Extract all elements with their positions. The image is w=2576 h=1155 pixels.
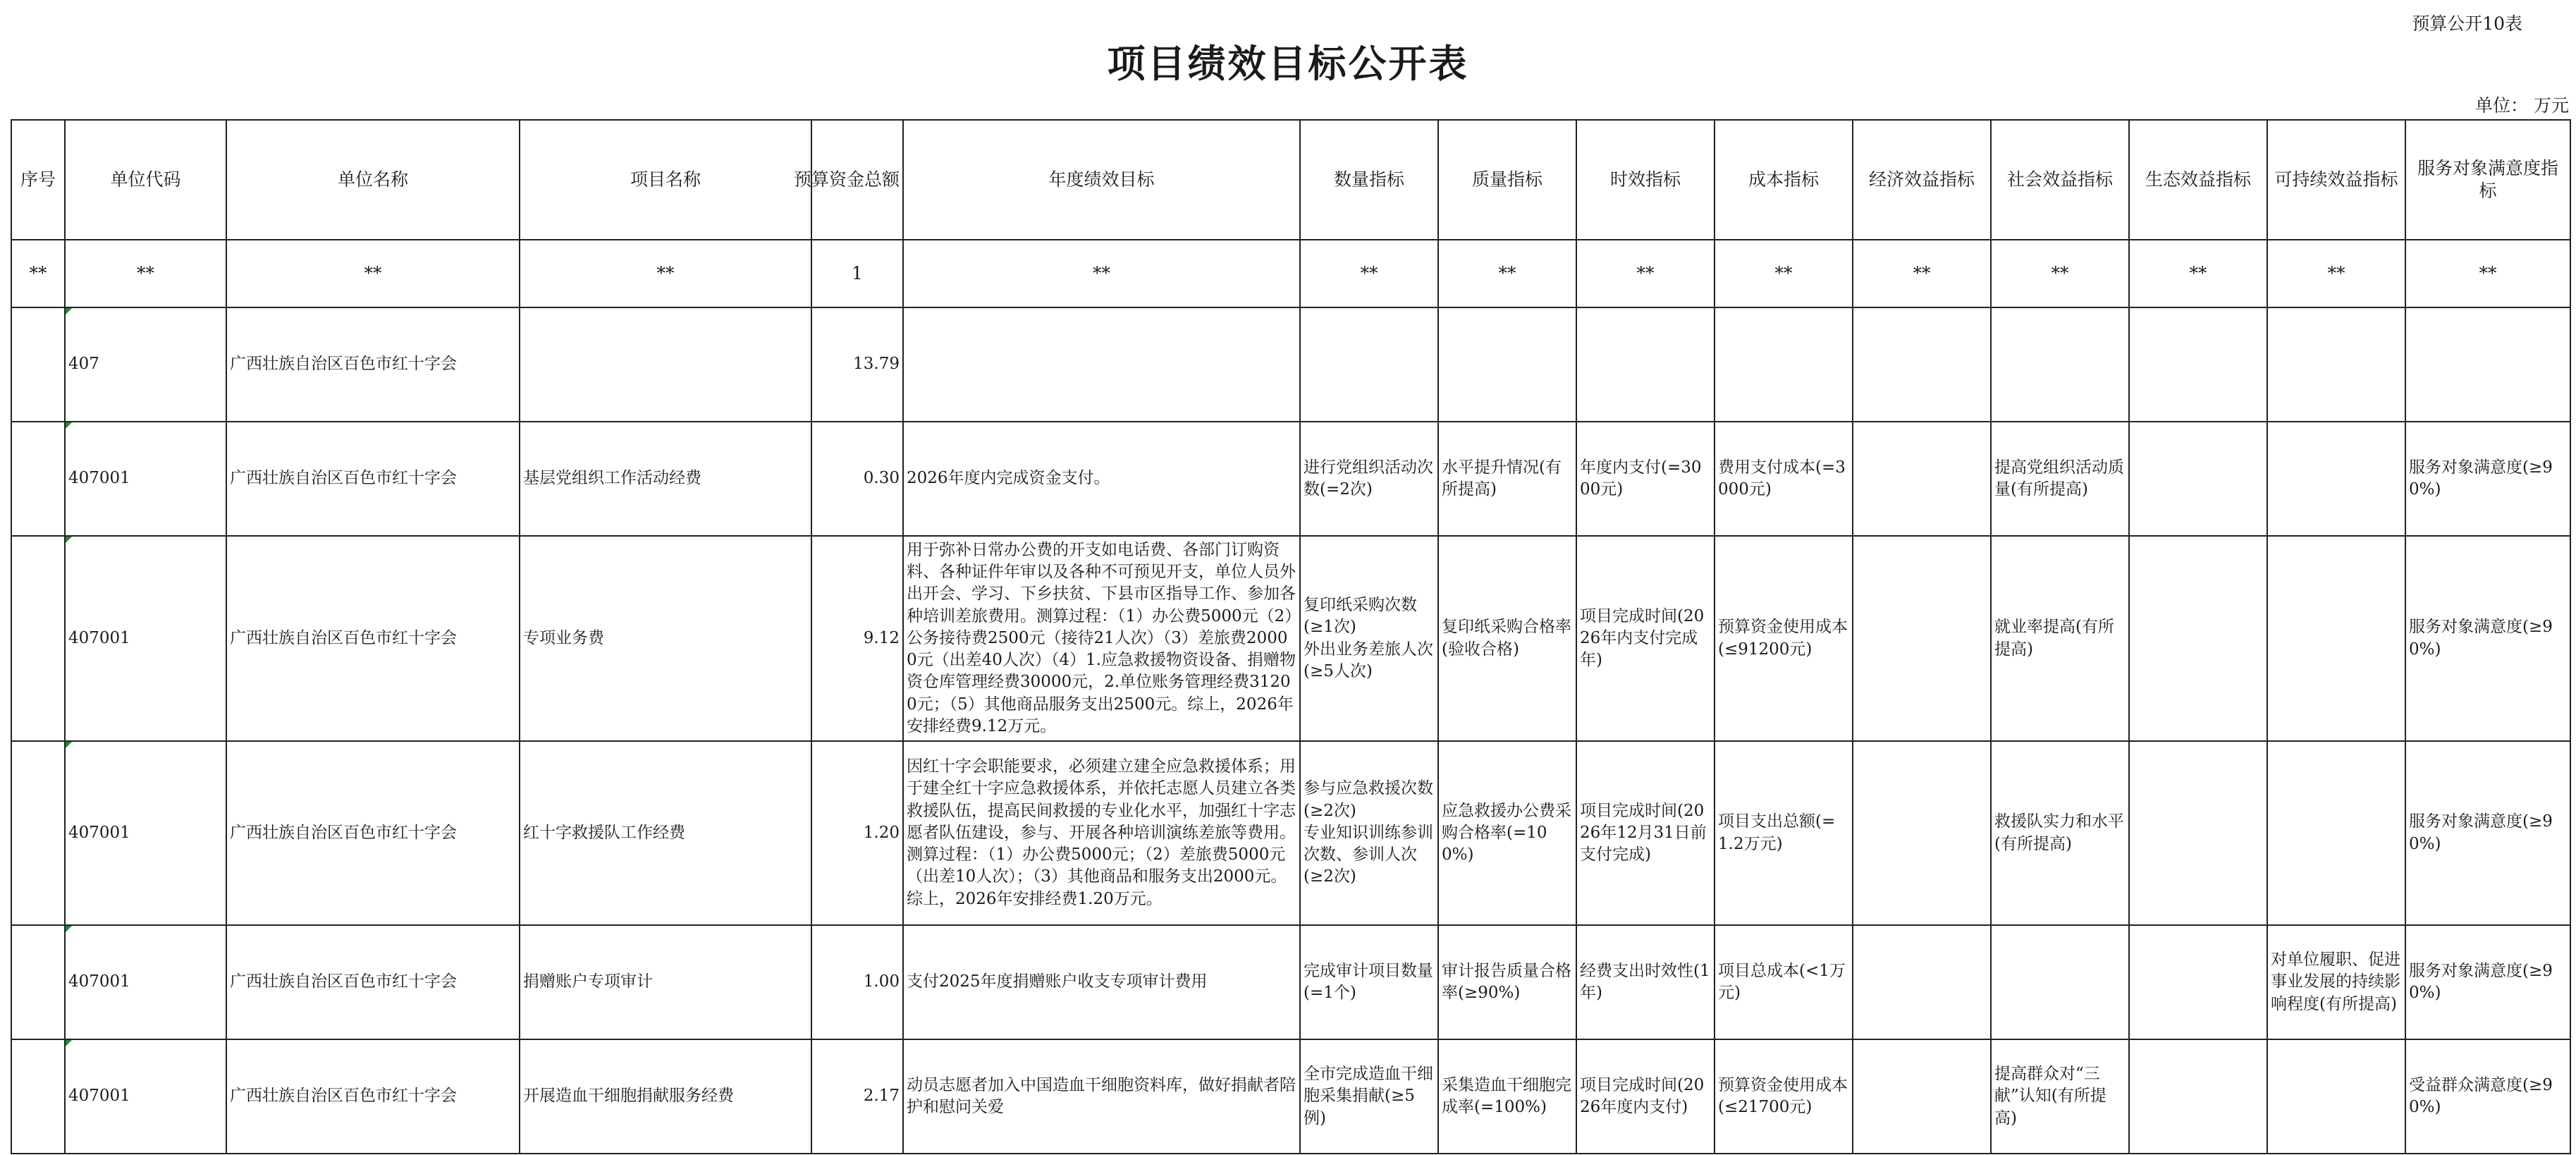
placeholder-cell: **: [1300, 240, 1438, 307]
project-name-cell: 开展造血干细胞捐献服务经费: [520, 1039, 811, 1154]
col-header-social: 社会效益指标: [1991, 120, 2129, 240]
col-header-annual-goal: 年度绩效目标: [903, 120, 1300, 240]
sustainable-cell: [2267, 536, 2405, 741]
col-header-budget-total: 预算资金总额: [811, 120, 903, 240]
quantity-cell: 复印纸采购次数(≥1次) 外出业务差旅人次(≥5人次): [1300, 536, 1438, 741]
seq-cell: [11, 422, 65, 536]
budget-amount-cell: 13.79: [811, 307, 903, 422]
unit-name-cell: 广西壮族自治区百色市红十字会: [226, 741, 520, 925]
unit-name-cell: 广西壮族自治区百色市红十字会: [226, 925, 520, 1039]
annual-goal-cell: 因红十字会职能要求，必须建立建全应急救援体系；用于建全红十字应急救援体系，并依托志愿人员建立各类救援队伍，提高民间救援的专业化水平，加强红十字志愿者队伍建设，参与、开展各种培训演练差旅等费用。测算过程：（1）办公费5000元；（2）差旅费5000元（出差10人次）；（3）其他商品和服务支出2000元。综上，2026年安排经费1.20万元。: [903, 741, 1300, 925]
sustainable-cell: [2267, 1039, 2405, 1154]
seq-cell: [11, 925, 65, 1039]
col-header-timeliness: 时效指标: [1576, 120, 1715, 240]
unit-code-cell: 407: [65, 307, 226, 422]
project-name-cell: 红十字救援队工作经费: [520, 741, 811, 925]
unit-name-cell: 广西壮族自治区百色市红十字会: [226, 422, 520, 536]
placeholder-cell: **: [226, 240, 520, 307]
quality-cell: 应急救援办公费采购合格率(=100%): [1438, 741, 1576, 925]
timeliness-cell: [1576, 307, 1715, 422]
quantity-cell: [1300, 307, 1438, 422]
social-cell: 就业率提高(有所提高): [1991, 536, 2129, 741]
table-number-label: 预算公开10表: [2412, 13, 2522, 34]
col-header-satisfaction: 服务对象满意度指标: [2405, 120, 2570, 240]
table-row: [11, 307, 2570, 422]
annual-goal-cell: [903, 307, 1300, 422]
project-name-cell: 专项业务费: [520, 536, 811, 741]
unit-name-cell: 广西壮族自治区百色市红十字会: [226, 536, 520, 741]
cost-cell: 项目总成本(<1万元): [1715, 925, 1853, 1039]
placeholder-cell: **: [520, 240, 811, 307]
economic-cell: [1853, 741, 1991, 925]
social-cell: [1991, 925, 2129, 1039]
col-header-economic: 经济效益指标: [1853, 120, 1991, 240]
economic-cell: [1853, 1039, 1991, 1154]
unit-label: [2470, 92, 2569, 117]
budget-amount-cell: 2.17: [811, 1039, 903, 1154]
unit-code-cell: 407001: [65, 1039, 226, 1154]
unit-code-cell: 407001: [65, 536, 226, 741]
unit-name-cell: 广西壮族自治区百色市红十字会: [226, 1039, 520, 1154]
budget-amount-cell: 1.20: [811, 741, 903, 925]
ecological-cell: [2129, 925, 2267, 1039]
cost-cell: [1715, 307, 1853, 422]
ecological-cell: [2129, 536, 2267, 741]
annual-goal-cell: 支付2025年度捐赠账户收支专项审计费用: [903, 925, 1300, 1039]
unit-code-cell: 407001: [65, 422, 226, 536]
ecological-cell: [2129, 307, 2267, 422]
satisfaction-cell: 服务对象满意度(≥90%): [2405, 741, 2570, 925]
quantity-cell: 进行党组织活动次数(=2次): [1300, 422, 1438, 536]
placeholder-cell: **: [11, 240, 65, 307]
annual-goal-cell: 2026年度内完成资金支付。: [903, 422, 1300, 536]
table-row: [11, 536, 2570, 741]
ecological-cell: [2129, 741, 2267, 925]
timeliness-cell: 项目完成时间(2026年12月31日前支付完成): [1576, 741, 1715, 925]
quality-cell: 水平提升情况(有所提高): [1438, 422, 1576, 536]
timeliness-cell: 年度内支付(=3000元): [1576, 422, 1715, 536]
placeholder-cell: **: [2267, 240, 2405, 307]
placeholder-cell: **: [1438, 240, 1576, 307]
ecological-cell: [2129, 422, 2267, 536]
quality-cell: 审计报告质量合格率(≥90%): [1438, 925, 1576, 1039]
placeholder-cell: **: [65, 240, 226, 307]
col-header-quantity: 数量指标: [1300, 120, 1438, 240]
unit-value: 万元: [2533, 95, 2569, 116]
col-header-unit-name: 单位名称: [226, 120, 520, 240]
quality-cell: 复印纸采购合格率(验收合格): [1438, 536, 1576, 741]
col-header-seq: 序号: [11, 120, 65, 240]
unit-code-cell: 407001: [65, 741, 226, 925]
placeholder-row: [11, 240, 2570, 307]
unit-name-cell: 广西壮族自治区百色市红十字会: [226, 307, 520, 422]
performance-table: [11, 119, 2571, 1154]
table-row: [11, 422, 2570, 536]
quality-cell: [1438, 307, 1576, 422]
table-row: [11, 741, 2570, 925]
sustainable-cell: 对单位履职、促进事业发展的持续影响程度(有所提高): [2267, 925, 2405, 1039]
economic-cell: [1853, 536, 1991, 741]
placeholder-cell: **: [1991, 240, 2129, 307]
table-row: [11, 1039, 2570, 1154]
cost-cell: 预算资金使用成本(≤21700元): [1715, 1039, 1853, 1154]
social-cell: 提高群众对“三献”认知(有所提高): [1991, 1039, 2129, 1154]
placeholder-cell: **: [1715, 240, 1853, 307]
quality-cell: 采集造血干细胞完成率(=100%): [1438, 1039, 1576, 1154]
satisfaction-cell: 服务对象满意度(≥90%): [2405, 422, 2570, 536]
seq-cell: [11, 1039, 65, 1154]
economic-cell: [1853, 307, 1991, 422]
satisfaction-cell: [2405, 307, 2570, 422]
unit-caption: 单位：: [2474, 95, 2528, 116]
economic-cell: [1853, 925, 1991, 1039]
social-cell: [1991, 307, 2129, 422]
cost-cell: 费用支付成本(=3000元): [1715, 422, 1853, 536]
col-header-cost: 成本指标: [1715, 120, 1853, 240]
placeholder-cell: 1: [811, 240, 903, 307]
project-name-cell: 基层党组织工作活动经费: [520, 422, 811, 536]
economic-cell: [1853, 422, 1991, 536]
col-header-quality: 质量指标: [1438, 120, 1576, 240]
ecological-cell: [2129, 1039, 2267, 1154]
budget-amount-cell: 0.30: [811, 422, 903, 536]
sustainable-cell: [2267, 741, 2405, 925]
col-header-project-name: 项目名称: [520, 120, 811, 240]
col-header-sustainable: 可持续效益指标: [2267, 120, 2405, 240]
cost-cell: 预算资金使用成本(≤91200元): [1715, 536, 1853, 741]
sustainable-cell: [2267, 307, 2405, 422]
annual-goal-cell: 用于弥补日常办公费的开支如电话费、各部门订购资料、各种证件年审以及各种不可预见开支，单位人员外出开会、学习、下乡扶贫、下县市区指导工作、参加各种培训差旅费用。测算过程：（1）办公费5000元（2）公务接待费2500元（接待21人次）（3）差旅费20000元（出差40人次）（4）1.应急救援物资设备、捐赠物资仓库管理经费30000元，2.单位账务管理经费31200元；（5）其他商品服务支出2500元。综上，2026年安排经费9.12万元。: [903, 536, 1300, 741]
placeholder-cell: **: [903, 240, 1300, 307]
header-row: [11, 120, 2570, 240]
placeholder-cell: **: [1853, 240, 1991, 307]
col-header-unit-code: 单位代码: [65, 120, 226, 240]
seq-cell: [11, 307, 65, 422]
satisfaction-cell: 服务对象满意度(≥90%): [2405, 925, 2570, 1039]
project-name-cell: [520, 307, 811, 422]
timeliness-cell: 项目完成时间(2026年内支付完成年): [1576, 536, 1715, 741]
seq-cell: [11, 536, 65, 741]
satisfaction-cell: 服务对象满意度(≥90%): [2405, 536, 2570, 741]
social-cell: 救援队实力和水平(有所提高): [1991, 741, 2129, 925]
project-name-cell: 捐赠账户专项审计: [520, 925, 811, 1039]
social-cell: 提高党组织活动质量(有所提高): [1991, 422, 2129, 536]
annual-goal-cell: 动员志愿者加入中国造血干细胞资料库，做好捐献者陪护和慰问关爱: [903, 1039, 1300, 1154]
placeholder-cell: **: [1576, 240, 1715, 307]
unit-code-cell: 407001: [65, 925, 226, 1039]
satisfaction-cell: 受益群众满意度(≥90%): [2405, 1039, 2570, 1154]
table-row: [11, 925, 2570, 1039]
page-title: 项目绩效目标公开表: [1107, 41, 1469, 86]
cost-cell: 项目支出总额(=1.2万元): [1715, 741, 1853, 925]
quantity-cell: 参与应急救援次数(≥2次) 专业知识训练参训次数、参训人次(≥2次): [1300, 741, 1438, 925]
quantity-cell: 全市完成造血干细胞采集捐献(≥5例): [1300, 1039, 1438, 1154]
timeliness-cell: 项目完成时间(2026年度内支付): [1576, 1039, 1715, 1154]
placeholder-cell: **: [2405, 240, 2570, 307]
seq-cell: [11, 741, 65, 925]
placeholder-cell: **: [2129, 240, 2267, 307]
budget-amount-cell: 1.00: [811, 925, 903, 1039]
sustainable-cell: [2267, 422, 2405, 536]
col-header-ecological: 生态效益指标: [2129, 120, 2267, 240]
timeliness-cell: 经费支出时效性(1年): [1576, 925, 1715, 1039]
quantity-cell: 完成审计项目数量(=1个): [1300, 925, 1438, 1039]
budget-amount-cell: 9.12: [811, 536, 903, 741]
